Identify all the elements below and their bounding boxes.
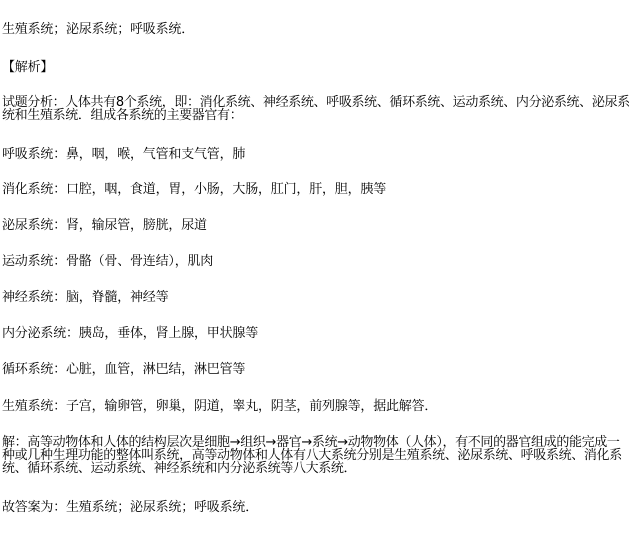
system-reproductive: 生殖系统：子宫，输卵管，卵巢，阴道，睾丸，阴茎，前列腺等，据此解答． (2, 399, 438, 414)
system-respiratory: 呼吸系统：鼻，咽，喉，气管和支气管，肺 (2, 147, 246, 162)
analysis-header: 【解析】 (2, 60, 54, 75)
solution-text: 解：高等动物体和人体的结构层次是细胞→组织→器官→系统→动物物体（人体），有不同的器官组成的能完成一种或几种生理功能的整体叫系统，高等动物体和人体有八大系统分别是生殖系统、泌尿系统、呼吸系统、消化系统、循环系统、运动系统、神经系统和内分泌系统等八大系统． (2, 435, 622, 476)
system-motor: 运动系统：骨骼（骨、骨连结），肌肉 (2, 254, 214, 269)
system-circulatory: 循环系统：心脏，血管，淋巴结，淋巴管等 (2, 362, 246, 377)
system-nervous: 神经系统：脑，脊髓，神经等 (2, 290, 169, 305)
system-endocrine: 内分泌系统：胰岛，垂体，肾上腺，甲状腺等 (2, 326, 259, 341)
final-answer: 故答案为：生殖系统；泌尿系统；呼吸系统． (2, 500, 259, 515)
analysis-intro: 试题分析：人体共有8个系统，即：消化系统、神经系统、呼吸系统、循环系统、运动系统、内分泌系统、泌尿系统和生殖系统．组成各系统的主要器官有： (2, 95, 630, 123)
answer-top: 生殖系统；泌尿系统；呼吸系统． (2, 22, 195, 37)
system-urinary: 泌尿系统：肾，输尿管，膀胱，尿道 (2, 218, 207, 233)
system-digestive: 消化系统：口腔，咽，食道，胃，小肠，大肠，肛门，肝，胆，胰等 (2, 182, 387, 197)
